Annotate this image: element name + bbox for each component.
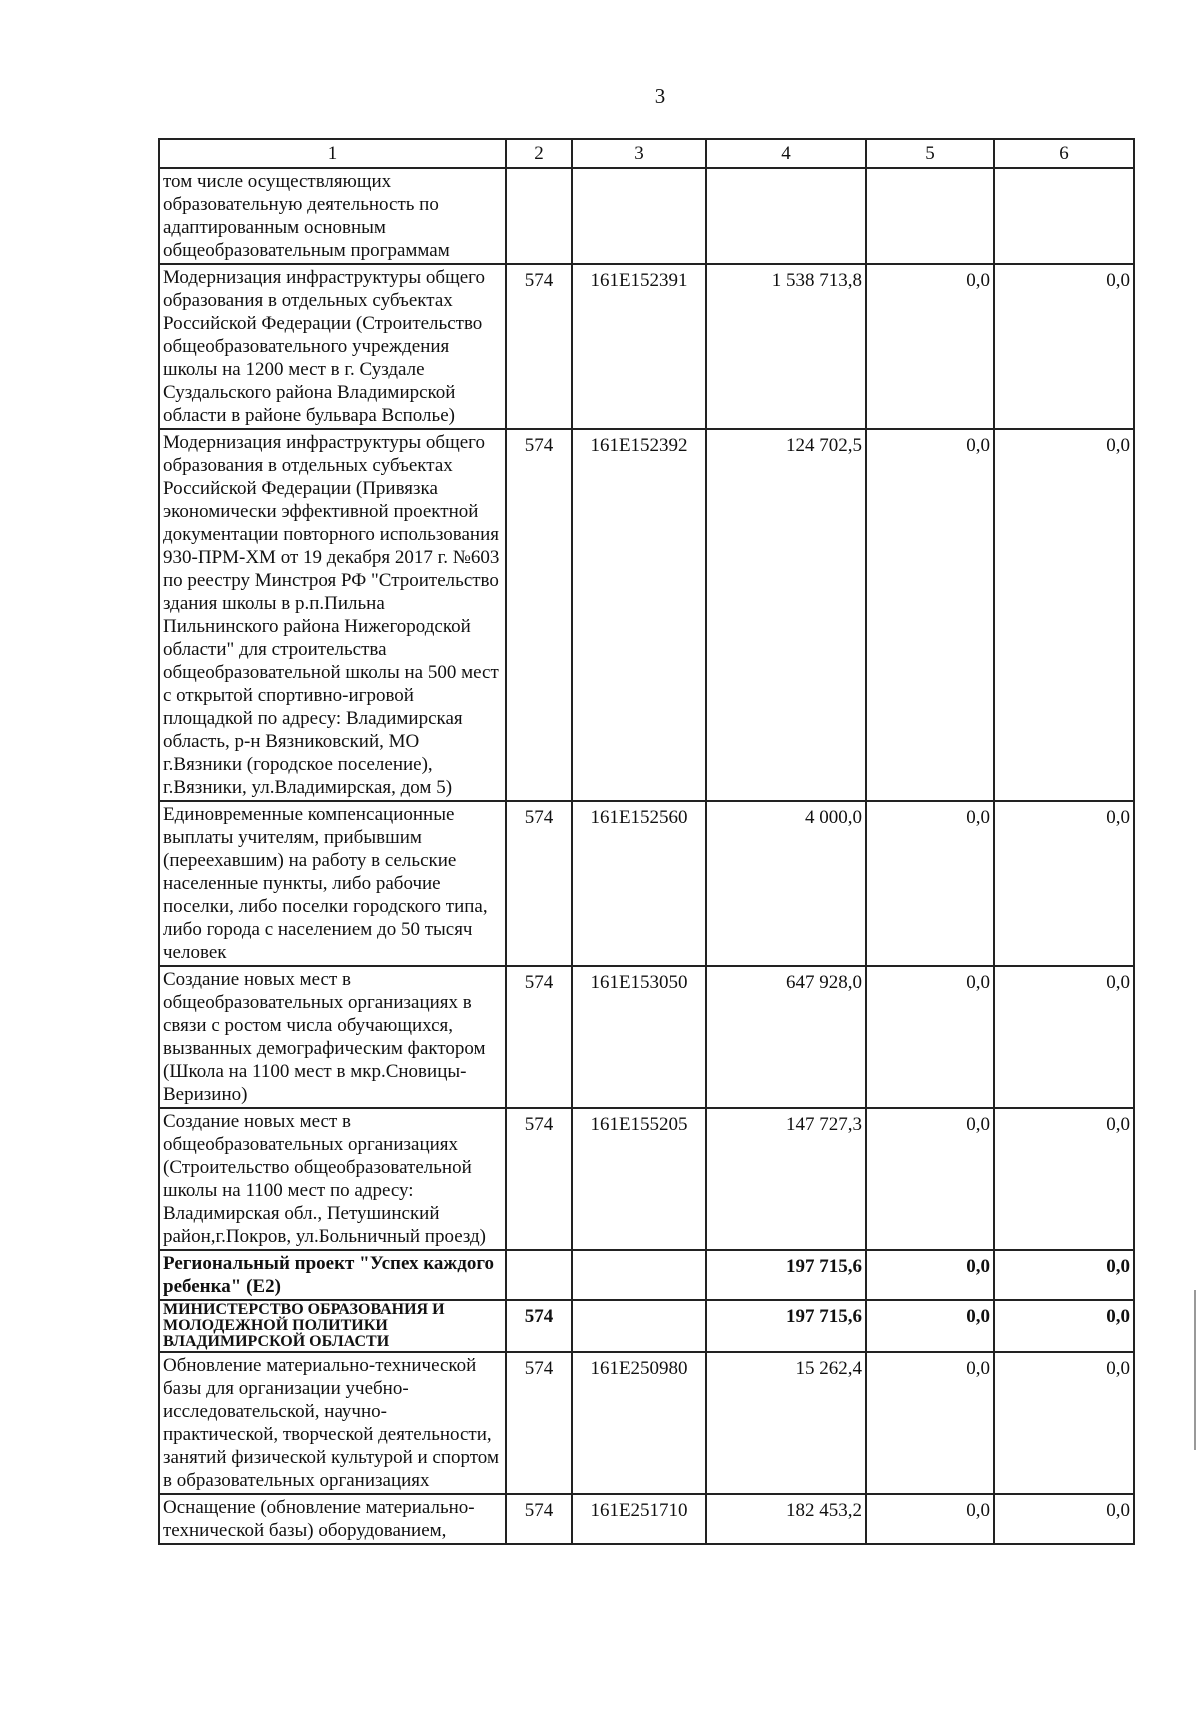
row-grbs-cell: 574 [506,1300,572,1352]
row-code-cell: 161E250980 [572,1352,706,1494]
table-row [159,168,1134,264]
row-value-col4: 197 715,6 [706,1300,866,1352]
row-code-cell: 161E152560 [572,801,706,966]
budget-table [158,138,1135,1545]
row-value-col4: 197 715,6 [706,1250,866,1300]
row-grbs-cell: 574 [506,966,572,1108]
row-code-cell: 161E152392 [572,429,706,801]
row-value-col5 [866,168,994,264]
row-code-cell: 161E152391 [572,264,706,429]
table-row [159,1108,1134,1250]
row-code-cell [572,1250,706,1300]
table-row [159,1352,1134,1494]
row-code-cell: 161E155205 [572,1108,706,1250]
row-value-col5: 0,0 [866,1300,994,1352]
row-code-cell [572,1300,706,1352]
row-name-cell: Региональный проект "Успех каждого ребенка" (Е2) [159,1250,506,1300]
row-value-col5: 0,0 [866,429,994,801]
column-header: 1 [159,139,506,168]
scan-edge-line [1194,1290,1196,1450]
row-name-cell: МИНИСТЕРСТВО ОБРАЗОВАНИЯ И МОЛОДЕЖНОЙ ПОЛИТИКИ ВЛАДИМИРСКОЙ ОБЛАСТИ [159,1300,506,1352]
row-value-col4: 124 702,5 [706,429,866,801]
row-value-col6 [994,168,1134,264]
row-value-col6: 0,0 [994,264,1134,429]
row-value-col5: 0,0 [866,966,994,1108]
column-header: 6 [994,139,1134,168]
table-row [159,1250,1134,1300]
table-row [159,429,1134,801]
row-value-col6: 0,0 [994,1300,1134,1352]
row-value-col4: 647 928,0 [706,966,866,1108]
row-name-cell: Создание новых мест в общеобразовательных организациях (Строительство общеобразовательной школы на 1100 мест по адресу: Владимирская обл., Петушинский район,г.Покров, ул.Больничный проезд) [159,1108,506,1250]
column-header: 3 [572,139,706,168]
row-value-col4: 1 538 713,8 [706,264,866,429]
row-value-col5: 0,0 [866,1352,994,1494]
row-value-col5: 0,0 [866,1494,994,1544]
row-grbs-cell: 574 [506,801,572,966]
row-grbs-cell [506,1250,572,1300]
row-value-col5: 0,0 [866,264,994,429]
row-grbs-cell: 574 [506,264,572,429]
row-name-cell: Оснащение (обновление материально-технической базы) оборудованием, [159,1494,506,1544]
table-row [159,1300,1134,1352]
row-value-col6: 0,0 [994,1250,1134,1300]
row-code-cell: 161E153050 [572,966,706,1108]
row-value-col4: 182 453,2 [706,1494,866,1544]
row-value-col5: 0,0 [866,1250,994,1300]
column-header: 5 [866,139,994,168]
row-value-col6: 0,0 [994,1494,1134,1544]
row-grbs-cell: 574 [506,1108,572,1250]
header-row [159,139,1134,168]
row-value-col4: 4 000,0 [706,801,866,966]
row-value-col5: 0,0 [866,1108,994,1250]
row-grbs-cell: 574 [506,1352,572,1494]
row-value-col4: 147 727,3 [706,1108,866,1250]
table-row [159,801,1134,966]
row-value-col4 [706,168,866,264]
row-value-col6: 0,0 [994,966,1134,1108]
table-row [159,1494,1134,1544]
column-header: 2 [506,139,572,168]
table-row [159,966,1134,1108]
row-name-cell: Обновление материально-технической базы для организации учебно-исследовательской, научно-практической, творческой деятельности, занятий физической культурой и спортом в образовательных организациях [159,1352,506,1494]
row-code-cell: 161E251710 [572,1494,706,1544]
row-value-col6: 0,0 [994,429,1134,801]
row-value-col6: 0,0 [994,801,1134,966]
column-header: 4 [706,139,866,168]
row-grbs-cell: 574 [506,1494,572,1544]
row-name-cell: Единовременные компенсационные выплаты учителям, прибывшим (переехавшим) на работу в сельские населенные пункты, либо рабочие поселки, либо поселки городского типа, либо города с населением до 50 тысяч человек [159,801,506,966]
row-value-col6: 0,0 [994,1352,1134,1494]
row-name-cell: Модернизация инфраструктуры общего образования в отдельных субъектах Российской Федерации (Строительство общеобразовательного учреждения школы на 1200 мест в г. Суздале Суздальского района Владимирской области в районе бульвара Всполье) [159,264,506,429]
row-value-col5: 0,0 [866,801,994,966]
row-code-cell [572,168,706,264]
row-name-cell: том числе осуществляющих образовательную деятельность по адаптированным основным общеобразовательным программам [159,168,506,264]
row-value-col6: 0,0 [994,1108,1134,1250]
row-name-cell: Модернизация инфраструктуры общего образования в отдельных субъектах Российской Федерации (Привязка экономически эффективной проектной документации повторного использования 930-ПРМ-ХМ от 19 декабря 2017 г. №603 по реестру Минстроя РФ "Строительство здания школы в р.п.Пильна Пильнинского района Нижегородской области" для строительства общеобразовательной школы на 500 мест с открытой спортивно-игровой площадкой по адресу: Владимирская область, р-н Вязниковский, МО г.Вязники (городское поселение), г.Вязники, ул.Владимирская, дом 5) [159,429,506,801]
row-grbs-cell: 574 [506,429,572,801]
table-row [159,264,1134,429]
row-value-col4: 15 262,4 [706,1352,866,1494]
row-name-cell: Создание новых мест в общеобразовательных организациях в связи с ростом числа обучающихся, вызванных демографическим фактором (Школа на 1100 мест в мкр.Сновицы-Веризино) [159,966,506,1108]
row-grbs-cell [506,168,572,264]
page-number: 3 [654,84,666,108]
